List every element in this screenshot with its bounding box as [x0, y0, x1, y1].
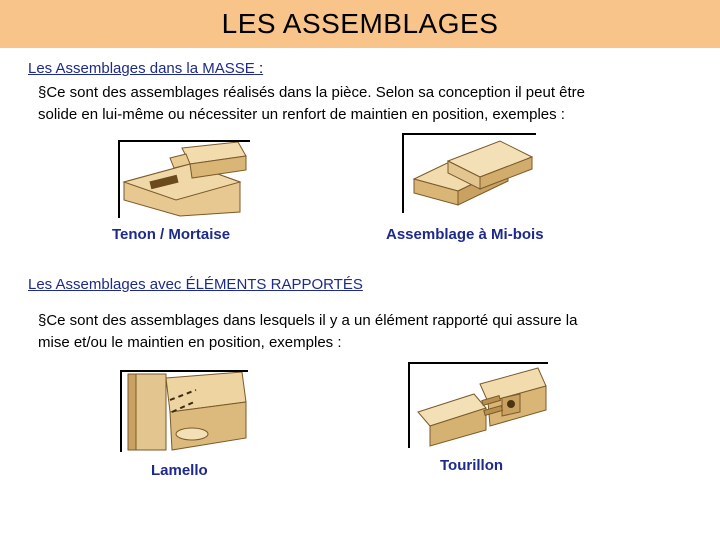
section2-text-line1: §Ce sont des assemblages dans lesquels il y a un élément rapporté qui assure la: [38, 312, 578, 329]
page-title: LES ASSEMBLAGES: [221, 8, 499, 39]
section2-heading-text: Les Assemblages avec ÉLÉMENTS RAPPORTÉS: [28, 276, 363, 293]
lamello-image: [120, 370, 248, 452]
lamello-caption: Lamello: [151, 462, 208, 479]
section2-text-line2: mise et/ou le maintien en position, exemples :: [38, 334, 342, 351]
section1-text: [38, 82, 585, 126]
tenon-mortaise-caption: Tenon / Mortaise: [112, 226, 231, 243]
section1-text-line1: §Ce sont des assemblages réalisés dans la pièce. Selon sa conception il peut être: [38, 84, 585, 101]
section-heading-rapportes: [28, 276, 371, 293]
tourillon-image: [408, 362, 548, 448]
tourillon-caption: Tourillon: [440, 457, 504, 474]
tenon-mortaise-image: [118, 140, 250, 218]
section1-text-line2: solide en lui-même ou nécessiter un renfort de maintien en position, exemples :: [38, 106, 565, 123]
title-bar: [0, 0, 720, 48]
section2-text: [38, 310, 577, 354]
heading-colon: :: [254, 60, 264, 77]
section-heading-masse: [28, 60, 263, 77]
mi-bois-image: [402, 133, 536, 213]
section-heading-text: Les Assemblages dans la MASSE: [28, 60, 255, 77]
mi-bois-caption: Assemblage à Mi-bois: [386, 226, 544, 243]
